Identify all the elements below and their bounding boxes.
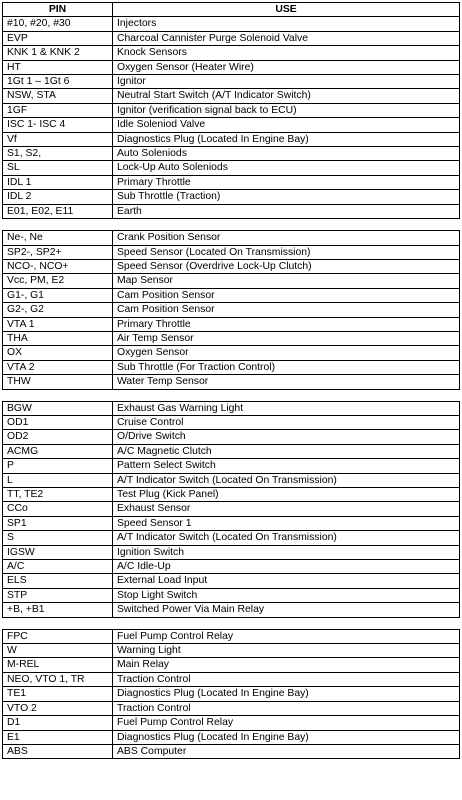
section-gap xyxy=(3,219,460,231)
pin-cell: Ne-, Ne xyxy=(3,231,113,245)
table-row xyxy=(3,175,460,189)
table-row xyxy=(3,459,460,473)
pin-cell: S1, S2, xyxy=(3,147,113,161)
pin-cell: ACMG xyxy=(3,444,113,458)
table-row xyxy=(3,531,460,545)
use-cell: Sub Throttle (Traction) xyxy=(113,190,460,204)
table-row xyxy=(3,46,460,60)
table-row xyxy=(3,60,460,74)
pin-cell: NCO-, NCO+ xyxy=(3,259,113,273)
use-cell: Test Plug (Kick Panel) xyxy=(113,488,460,502)
pin-cell: KNK 1 & KNK 2 xyxy=(3,46,113,60)
use-cell: Injectors xyxy=(113,17,460,31)
pin-cell: OD1 xyxy=(3,415,113,429)
use-cell: Crank Position Sensor xyxy=(113,231,460,245)
table-row xyxy=(3,629,460,643)
use-cell: Fuel Pump Control Relay xyxy=(113,629,460,643)
use-cell: Idle Soleniod Valve xyxy=(113,118,460,132)
use-cell: Exhaust Gas Warning Light xyxy=(113,401,460,415)
use-cell: Speed Sensor 1 xyxy=(113,516,460,530)
use-cell: Water Temp Sensor xyxy=(113,375,460,389)
use-cell: ABS Computer xyxy=(113,744,460,758)
pin-cell: G1-, G1 xyxy=(3,288,113,302)
table-row xyxy=(3,303,460,317)
table-row xyxy=(3,31,460,45)
pin-cell: SL xyxy=(3,161,113,175)
pin-cell: BGW xyxy=(3,401,113,415)
pin-cell: SP2-, SP2+ xyxy=(3,245,113,259)
section-gap xyxy=(3,389,460,401)
use-cell: Map Sensor xyxy=(113,274,460,288)
pin-cell: #10, #20, #30 xyxy=(3,17,113,31)
pin-cell: E01, E02, E11 xyxy=(3,204,113,218)
use-column-header: USE xyxy=(113,3,460,17)
use-cell: Traction Control xyxy=(113,672,460,686)
pin-cell: Vf xyxy=(3,132,113,146)
table-row xyxy=(3,430,460,444)
pin-cell: NEO, VTO 1, TR xyxy=(3,672,113,686)
table-row xyxy=(3,687,460,701)
pin-cell: W xyxy=(3,644,113,658)
use-cell: Lock-Up Auto Soleniods xyxy=(113,161,460,175)
use-cell: Cam Position Sensor xyxy=(113,303,460,317)
table-row xyxy=(3,103,460,117)
pin-cell: 1GF xyxy=(3,103,113,117)
table-row xyxy=(3,588,460,602)
use-cell: Switched Power Via Main Relay xyxy=(113,603,460,617)
use-cell: A/T Indicator Switch (Located On Transmission) xyxy=(113,473,460,487)
pin-cell: ABS xyxy=(3,744,113,758)
table-row xyxy=(3,672,460,686)
use-cell: Primary Throttle xyxy=(113,317,460,331)
table-row xyxy=(3,502,460,516)
table-row xyxy=(3,346,460,360)
use-cell: Exhaust Sensor xyxy=(113,502,460,516)
section-gap-cell xyxy=(3,219,460,231)
pin-cell: G2-, G2 xyxy=(3,303,113,317)
pin-cell: TE1 xyxy=(3,687,113,701)
use-cell: Diagnostics Plug (Located In Engine Bay) xyxy=(113,132,460,146)
use-cell: Ignitor xyxy=(113,75,460,89)
table-row xyxy=(3,161,460,175)
table-row xyxy=(3,118,460,132)
use-cell: Primary Throttle xyxy=(113,175,460,189)
use-cell: Diagnostics Plug (Located In Engine Bay) xyxy=(113,730,460,744)
pin-cell: THA xyxy=(3,331,113,345)
use-cell: Main Relay xyxy=(113,658,460,672)
use-cell: Diagnostics Plug (Located In Engine Bay) xyxy=(113,687,460,701)
table-row xyxy=(3,401,460,415)
use-cell: Knock Sensors xyxy=(113,46,460,60)
table-row xyxy=(3,545,460,559)
table-row xyxy=(3,603,460,617)
pin-cell: FPC xyxy=(3,629,113,643)
use-cell: A/T Indicator Switch (Located On Transmission) xyxy=(113,531,460,545)
table-row xyxy=(3,89,460,103)
table-row xyxy=(3,132,460,146)
table-row xyxy=(3,516,460,530)
pin-cell: HT xyxy=(3,60,113,74)
table-row xyxy=(3,744,460,758)
use-cell: O/Drive Switch xyxy=(113,430,460,444)
pin-column-header: PIN xyxy=(3,3,113,17)
use-cell: Speed Sensor (Located On Transmission) xyxy=(113,245,460,259)
table-row xyxy=(3,245,460,259)
table-row xyxy=(3,488,460,502)
pin-cell: STP xyxy=(3,588,113,602)
table-row xyxy=(3,360,460,374)
pin-cell: CCo xyxy=(3,502,113,516)
use-cell: Oxygen Sensor xyxy=(113,346,460,360)
section-gap-cell xyxy=(3,389,460,401)
table-row xyxy=(3,415,460,429)
table-row xyxy=(3,190,460,204)
pin-cell: NSW, STA xyxy=(3,89,113,103)
table-row xyxy=(3,658,460,672)
pin-cell: IGSW xyxy=(3,545,113,559)
pin-cell: EVP xyxy=(3,31,113,45)
use-cell: Auto Soleniods xyxy=(113,147,460,161)
pin-cell: L xyxy=(3,473,113,487)
table-row xyxy=(3,317,460,331)
use-cell: Speed Sensor (Overdrive Lock-Up Clutch) xyxy=(113,259,460,273)
pin-cell: TT, TE2 xyxy=(3,488,113,502)
section-gap xyxy=(3,617,460,629)
pin-cell: E1 xyxy=(3,730,113,744)
pin-cell: VTA 2 xyxy=(3,360,113,374)
pin-cell: S xyxy=(3,531,113,545)
pin-cell: P xyxy=(3,459,113,473)
table-row xyxy=(3,331,460,345)
pin-cell: A/C xyxy=(3,560,113,574)
pin-cell: ELS xyxy=(3,574,113,588)
table-row xyxy=(3,701,460,715)
table-row xyxy=(3,75,460,89)
pin-cell: VTO 2 xyxy=(3,701,113,715)
use-cell: Ignition Switch xyxy=(113,545,460,559)
pin-cell: +B, +B1 xyxy=(3,603,113,617)
table-row xyxy=(3,730,460,744)
use-cell: A/C Idle-Up xyxy=(113,560,460,574)
pin-table-page xyxy=(2,2,459,759)
use-cell: Charcoal Cannister Purge Solenoid Valve xyxy=(113,31,460,45)
table-row xyxy=(3,231,460,245)
pin-cell: 1Gt 1 – 1Gt 6 xyxy=(3,75,113,89)
table-row xyxy=(3,644,460,658)
table-row xyxy=(3,147,460,161)
table-row xyxy=(3,444,460,458)
use-cell: Neutral Start Switch (A/T Indicator Switch) xyxy=(113,89,460,103)
table-row xyxy=(3,288,460,302)
use-cell: Oxygen Sensor (Heater Wire) xyxy=(113,60,460,74)
use-cell: Pattern Select Switch xyxy=(113,459,460,473)
header-row xyxy=(3,3,460,17)
table-row xyxy=(3,473,460,487)
pin-cell: IDL 2 xyxy=(3,190,113,204)
pin-cell: ISC 1- ISC 4 xyxy=(3,118,113,132)
use-cell: Earth xyxy=(113,204,460,218)
table-row xyxy=(3,17,460,31)
table-row xyxy=(3,560,460,574)
use-cell: Air Temp Sensor xyxy=(113,331,460,345)
pin-cell: THW xyxy=(3,375,113,389)
use-cell: Ignitor (verification signal back to ECU) xyxy=(113,103,460,117)
pin-cell: VTA 1 xyxy=(3,317,113,331)
pin-cell: SP1 xyxy=(3,516,113,530)
pin-cell: OX xyxy=(3,346,113,360)
table-row xyxy=(3,375,460,389)
pin-cell: Vcc, PM, E2 xyxy=(3,274,113,288)
use-cell: Stop Light Switch xyxy=(113,588,460,602)
use-cell: Cam Position Sensor xyxy=(113,288,460,302)
use-cell: Traction Control xyxy=(113,701,460,715)
use-cell: Cruise Control xyxy=(113,415,460,429)
pin-cell: M-REL xyxy=(3,658,113,672)
pin-cell: IDL 1 xyxy=(3,175,113,189)
table-row xyxy=(3,274,460,288)
table-row xyxy=(3,574,460,588)
pin-cell: D1 xyxy=(3,716,113,730)
section-gap-cell xyxy=(3,617,460,629)
pin-table-body xyxy=(3,17,460,759)
table-row xyxy=(3,259,460,273)
use-cell: Fuel Pump Control Relay xyxy=(113,716,460,730)
pin-cell: OD2 xyxy=(3,430,113,444)
use-cell: Sub Throttle (For Traction Control) xyxy=(113,360,460,374)
use-cell: External Load Input xyxy=(113,574,460,588)
use-cell: A/C Magnetic Clutch xyxy=(113,444,460,458)
pin-table xyxy=(2,2,460,759)
table-row xyxy=(3,204,460,218)
use-cell: Warning Light xyxy=(113,644,460,658)
table-row xyxy=(3,716,460,730)
